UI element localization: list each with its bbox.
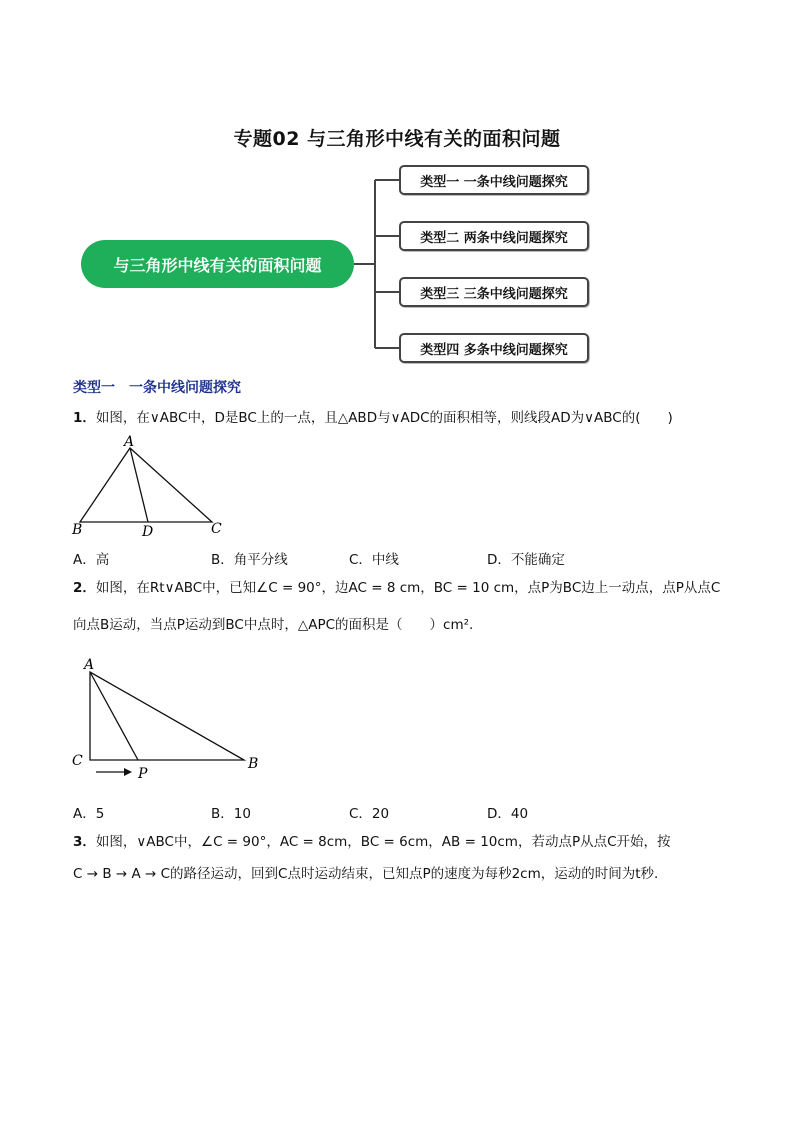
question-3-line-2: C → B → A → C的路径运动，回到C点时运动结束，已知点P的速度为每秒2cm，运动的时间为t秒. bbox=[73, 866, 659, 882]
mindmap-branch-3: 类型三 三条中线问题探究 bbox=[399, 277, 589, 307]
question-2-number: 2． bbox=[73, 580, 96, 596]
mindmap-branch-1: 类型一 一条中线问题探究 bbox=[399, 165, 589, 195]
mindmap-branch-2: 类型二 两条中线问题探究 bbox=[399, 221, 589, 251]
mindmap-connectors bbox=[0, 0, 794, 400]
segment-ad bbox=[130, 448, 148, 522]
question-1-text: 如图，在∨ABC中，D是BC上的一点，且△ABD与∨ADC的面积相等，则线段AD为∨ABC的( ) bbox=[95, 410, 673, 426]
question-3-line-1 bbox=[73, 832, 671, 852]
label-a: A bbox=[124, 434, 135, 450]
triangle-acb bbox=[90, 672, 244, 760]
question-1-option-b: B．角平分线 bbox=[211, 552, 288, 568]
label-p: P bbox=[138, 766, 148, 782]
label-c: C bbox=[72, 753, 83, 769]
question-3-number: 3． bbox=[73, 834, 96, 850]
label-a: A bbox=[84, 657, 95, 673]
label-c: C bbox=[211, 521, 222, 537]
mindmap-root: 与三角形中线有关的面积问题 bbox=[81, 240, 354, 288]
page-title: 专题02 与三角形中线有关的面积问题 bbox=[233, 128, 561, 150]
question-2-figure bbox=[68, 652, 278, 784]
question-1 bbox=[73, 408, 673, 428]
section-type: 类型一 bbox=[73, 380, 115, 396]
arrow-head-icon bbox=[124, 768, 132, 776]
question-3-text-1: 如图，∨ABC中，∠C = 90°，AC = 8cm，BC = 6cm，AB = 10cm，若动点P从点C开始，按 bbox=[95, 834, 671, 850]
section-heading bbox=[73, 377, 241, 397]
section-name: 一条中线问题探究 bbox=[129, 380, 241, 396]
question-2-option-a: A．5 bbox=[73, 806, 105, 822]
question-2-option-c: C．20 bbox=[349, 806, 390, 822]
question-1-option-a: A．高 bbox=[73, 552, 110, 568]
question-1-option-d: D．不能确定 bbox=[487, 552, 565, 568]
label-b: B bbox=[72, 522, 83, 538]
label-b: B bbox=[248, 756, 259, 772]
question-2-option-b: B．10 bbox=[211, 806, 251, 822]
question-2-text-1: 如图，在Rt∨ABC中，已知∠C = 90°，边AC = 8 cm，BC = 10 cm，点P为BC边上一动点，点P从点C bbox=[95, 580, 721, 596]
label-d: D bbox=[142, 524, 154, 540]
question-1-number: 1． bbox=[73, 410, 96, 426]
question-1-figure bbox=[68, 432, 238, 542]
mindmap-branch-4: 类型四 多条中线问题探究 bbox=[399, 333, 589, 363]
question-2-option-d: D．40 bbox=[487, 806, 529, 822]
triangle-abc bbox=[80, 448, 212, 522]
question-1-option-c: C．中线 bbox=[349, 552, 399, 568]
question-2-line-2: 向点B运动，当点P运动到BC中点时，△APC的面积是（ ）cm². bbox=[73, 617, 474, 633]
question-2-line-1 bbox=[73, 578, 720, 598]
